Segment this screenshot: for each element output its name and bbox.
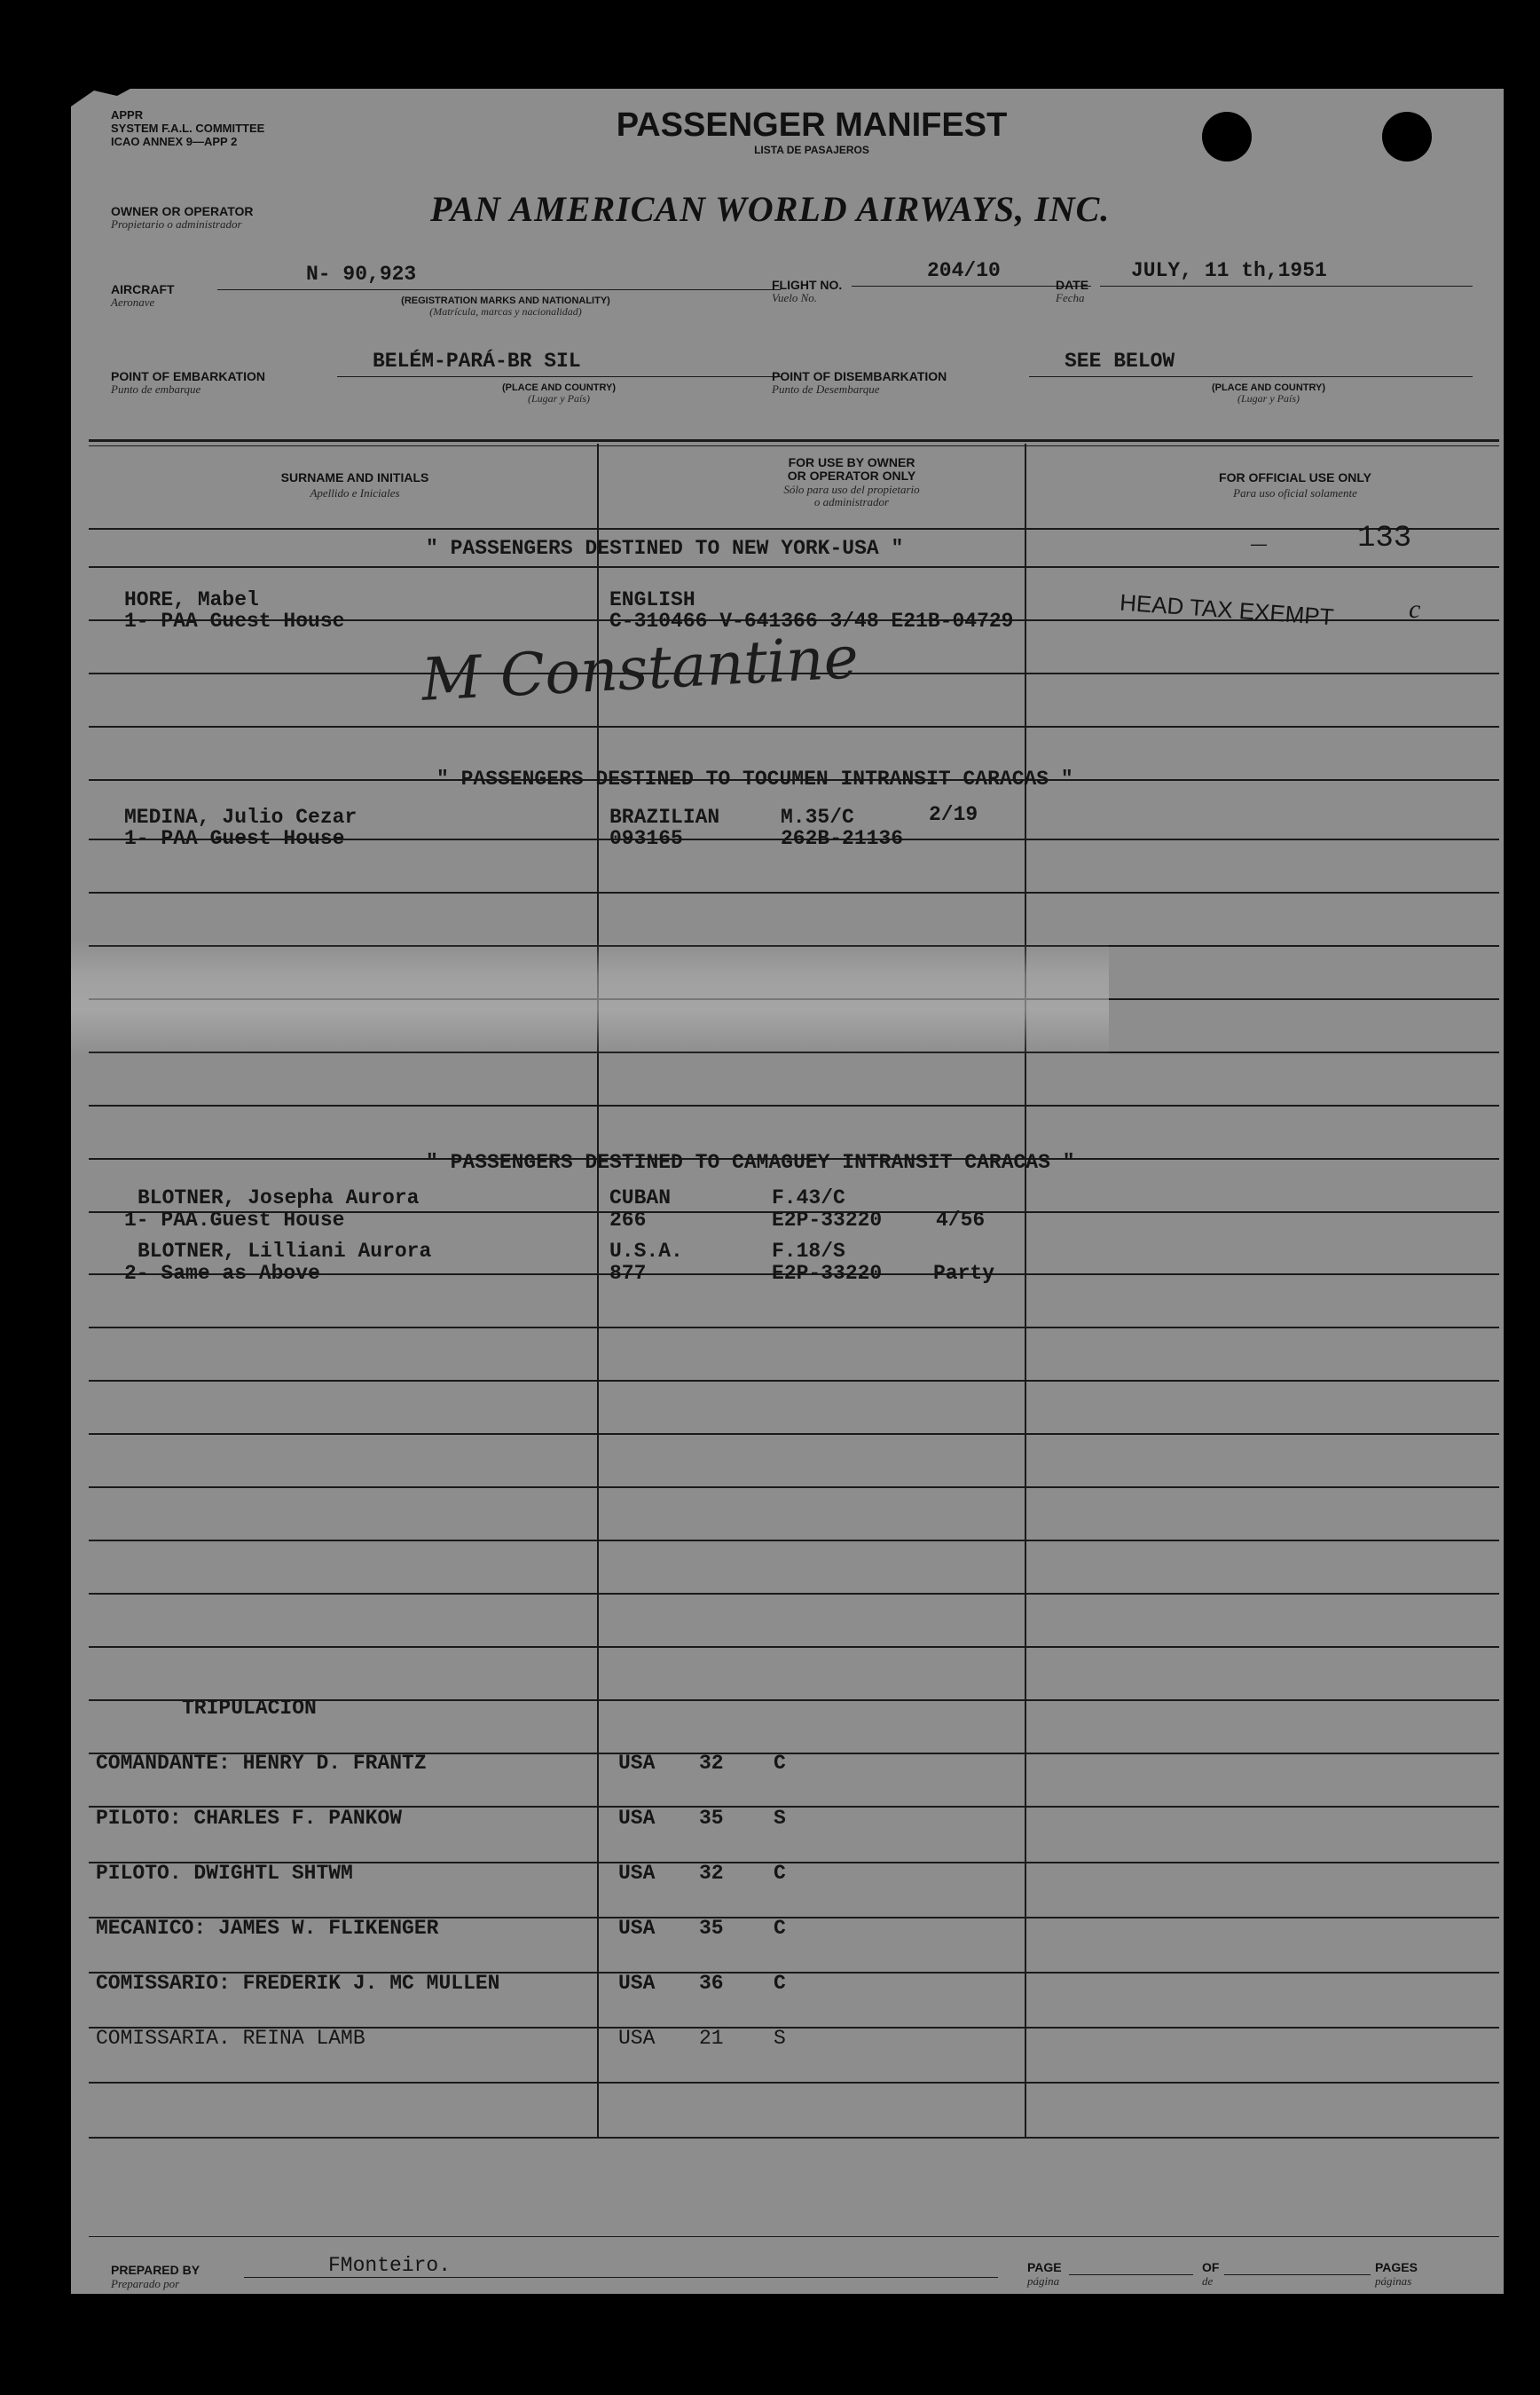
aircraft-sub-label: (REGISTRATION MARKS AND NATIONALITY) xyxy=(401,295,610,306)
blotner2-sex-age: F.18/S xyxy=(772,1240,845,1263)
medina-nationality: BRAZILIAN xyxy=(609,806,720,829)
aircraft-value: N- 90,923 xyxy=(306,263,417,286)
prepared-value: FMonteiro. xyxy=(328,2254,452,2277)
flight-value: 204/10 xyxy=(927,259,1001,282)
crew-member-5-status: C xyxy=(774,1972,786,1995)
crew-member-1-age: 32 xyxy=(699,1752,724,1775)
page-subtitle: LISTA DE PASAJEROS xyxy=(754,144,869,156)
crew-member-2-nat: USA xyxy=(618,1807,656,1830)
owner-label: OWNER OR OPERATOR xyxy=(111,204,254,218)
section-tocumen: " PASSENGERS DESTINED TO TOCUMEN INTRANSIT CARACAS " xyxy=(436,768,1073,791)
crew-member-4-status: C xyxy=(774,1917,786,1940)
blotner1-sex-age: F.43/C xyxy=(772,1186,845,1209)
aircraft-sub-label-es: (Matrícula, marcas y nacionalidad) xyxy=(429,305,582,318)
crew-member-4-nat: USA xyxy=(618,1917,656,1940)
hore-address: 1- PAA Guest House xyxy=(124,610,345,633)
disembarkation-label-es: Punto de Desembarque xyxy=(772,382,880,396)
of-label: OF xyxy=(1202,2260,1220,2274)
approval-line-2: SYSTEM F.A.L. COMMITTEE xyxy=(111,122,265,135)
punch-hole-left xyxy=(1202,112,1252,162)
crew-member-3-name: PILOTO. DWIGHTL SHTWM xyxy=(96,1862,353,1885)
medina-address: 1- PAA Guest House xyxy=(124,827,345,850)
crew-member-6-age: 21 xyxy=(699,2027,724,2050)
of-label-es: de xyxy=(1202,2274,1214,2288)
embarkation-label-es: Punto de embarque xyxy=(111,382,201,396)
manifest-paper xyxy=(71,89,1504,2294)
medina-sex-age: M.35/C xyxy=(781,806,854,829)
blotner2-address: 2- Same as Above xyxy=(124,1262,320,1285)
crew-member-4-name: MECANICO: JAMES W. FLIKENGER xyxy=(96,1917,439,1940)
flight-label: FLIGHT NO. xyxy=(772,278,843,292)
embarkation-sub-label-es: (Lugar y País) xyxy=(528,392,590,405)
medina-doc1: 093165 xyxy=(609,827,683,850)
crew-member-2-status: S xyxy=(774,1807,786,1830)
col-official-use-es: Para uso oficial solamente xyxy=(1233,486,1357,500)
crew-title: TRIPULACION xyxy=(182,1697,317,1720)
prepared-label-es: Preparado por xyxy=(111,2277,180,2290)
col-surname-es: Apellido e Iniciales xyxy=(310,486,400,500)
pages-label: PAGES xyxy=(1375,2260,1418,2274)
blotner2-nationality: U.S.A. xyxy=(609,1240,683,1263)
blotner1-nationality: CUBAN xyxy=(609,1186,672,1209)
medina-doc2: 262B-21136 xyxy=(781,827,904,850)
col-owner-use-1: FOR USE BY OWNER xyxy=(788,455,915,469)
pages-label-es: páginas xyxy=(1375,2274,1412,2288)
prepared-label: PREPARED BY xyxy=(111,2263,200,2277)
crew-member-1-nat: USA xyxy=(618,1752,656,1775)
page-label-es: página xyxy=(1027,2274,1060,2288)
hore-docs: C-310466 V-641366 3/48 E21B-04729 xyxy=(609,610,1014,633)
col-owner-use-2: OR OPERATOR ONLY xyxy=(787,469,916,483)
aircraft-label-es: Aeronave xyxy=(111,295,155,309)
col-official-use: FOR OFFICIAL USE ONLY xyxy=(1219,470,1371,485)
official-number: 133 xyxy=(1357,522,1412,555)
crew-member-5-age: 36 xyxy=(699,1972,724,1995)
aircraft-label: AIRCRAFT xyxy=(111,282,175,296)
disembarkation-label: POINT OF DISEMBARKATION xyxy=(772,369,947,383)
medina-name: MEDINA, Julio Cezar xyxy=(124,806,358,829)
owner-value: PAN AMERICAN WORLD AIRWAYS, INC. xyxy=(430,189,1111,229)
crew-member-6-name: COMISSARIA. REINA LAMB xyxy=(96,2027,365,2050)
col-owner-use-es-2: o administrador xyxy=(813,495,890,508)
official-dash: _ xyxy=(1251,522,1268,552)
embarkation-label: POINT OF EMBARKATION xyxy=(111,369,265,383)
crew-member-5-nat: USA xyxy=(618,1972,656,1995)
crew-member-3-age: 32 xyxy=(699,1862,724,1885)
hore-note: HEAD TAX EXEMPT xyxy=(1119,588,1335,631)
hore-mark: c xyxy=(1409,595,1421,624)
crew-member-3-status: C xyxy=(774,1862,786,1885)
blotner1-ref: 4/56 xyxy=(936,1209,986,1232)
blotner1-doc2: E2P-33220 xyxy=(772,1209,883,1232)
disembarkation-sub-label-es: (Lugar y País) xyxy=(1238,392,1300,405)
crew-member-3-nat: USA xyxy=(618,1862,656,1885)
col-owner-use-es-1: Sólo para uso del propietario xyxy=(783,483,920,496)
hore-name: HORE, Mabel xyxy=(124,588,259,611)
crew-member-4-age: 35 xyxy=(699,1917,724,1940)
crew-member-6-nat: USA xyxy=(618,2027,656,2050)
redaction-smudge xyxy=(71,941,1109,1056)
crew-member-1-status: C xyxy=(774,1752,786,1775)
date-label: DATE xyxy=(1056,278,1089,292)
medina-ref: 2/19 xyxy=(929,803,978,826)
disembarkation-sub-label: (PLACE AND COUNTRY) xyxy=(1211,382,1326,393)
date-label-es: Fecha xyxy=(1056,291,1085,304)
owner-label-es: Propietario o administrador xyxy=(111,217,242,231)
blotner1-name: BLOTNER, Josepha Aurora xyxy=(138,1186,420,1209)
embarkation-value: BELÉM-PARÁ-BR SIL xyxy=(373,350,581,373)
blotner2-ref: Party xyxy=(933,1262,995,1285)
approval-line-3: ICAO ANNEX 9—APP 2 xyxy=(111,135,238,148)
page-label: PAGE xyxy=(1027,2260,1062,2274)
crew-member-2-age: 35 xyxy=(699,1807,724,1830)
hore-signature: M Constantine xyxy=(420,623,860,714)
embarkation-sub-label: (PLACE AND COUNTRY) xyxy=(501,382,617,393)
flight-label-es: Vuelo No. xyxy=(772,291,818,304)
crew-member-2-name: PILOTO: CHARLES F. PANKOW xyxy=(96,1807,403,1830)
hore-nationality: ENGLISH xyxy=(609,588,695,611)
section-camaguey: " PASSENGERS DESTINED TO CAMAGUEY INTRANSIT CARACAS " xyxy=(426,1151,1075,1174)
blotner1-address: 1- PAA.Guest House xyxy=(124,1209,345,1232)
blotner2-doc2: E2P-33220 xyxy=(772,1262,883,1285)
disembarkation-value: SEE BELOW xyxy=(1065,350,1175,373)
crew-member-1-name: COMANDANTE: HENRY D. FRANTZ xyxy=(96,1752,427,1775)
crew-member-5-name: COMISSARIO: FREDERIK J. MC MULLEN xyxy=(96,1972,500,1995)
punch-hole-right xyxy=(1382,112,1432,162)
crew-member-6-status: S xyxy=(774,2027,786,2050)
approval-line-1: APPR xyxy=(111,108,144,122)
blotner1-doc1: 266 xyxy=(609,1209,647,1232)
blotner2-name: BLOTNER, Lilliani Aurora xyxy=(138,1240,432,1263)
date-value: JULY, 11 th,1951 xyxy=(1131,259,1327,282)
col-surname: SURNAME AND INITIALS xyxy=(280,470,429,485)
blotner2-doc1: 877 xyxy=(609,1262,647,1285)
section-new-york: " PASSENGERS DESTINED TO NEW YORK-USA " xyxy=(426,537,904,560)
page-title: PASSENGER MANIFEST xyxy=(616,106,1008,144)
